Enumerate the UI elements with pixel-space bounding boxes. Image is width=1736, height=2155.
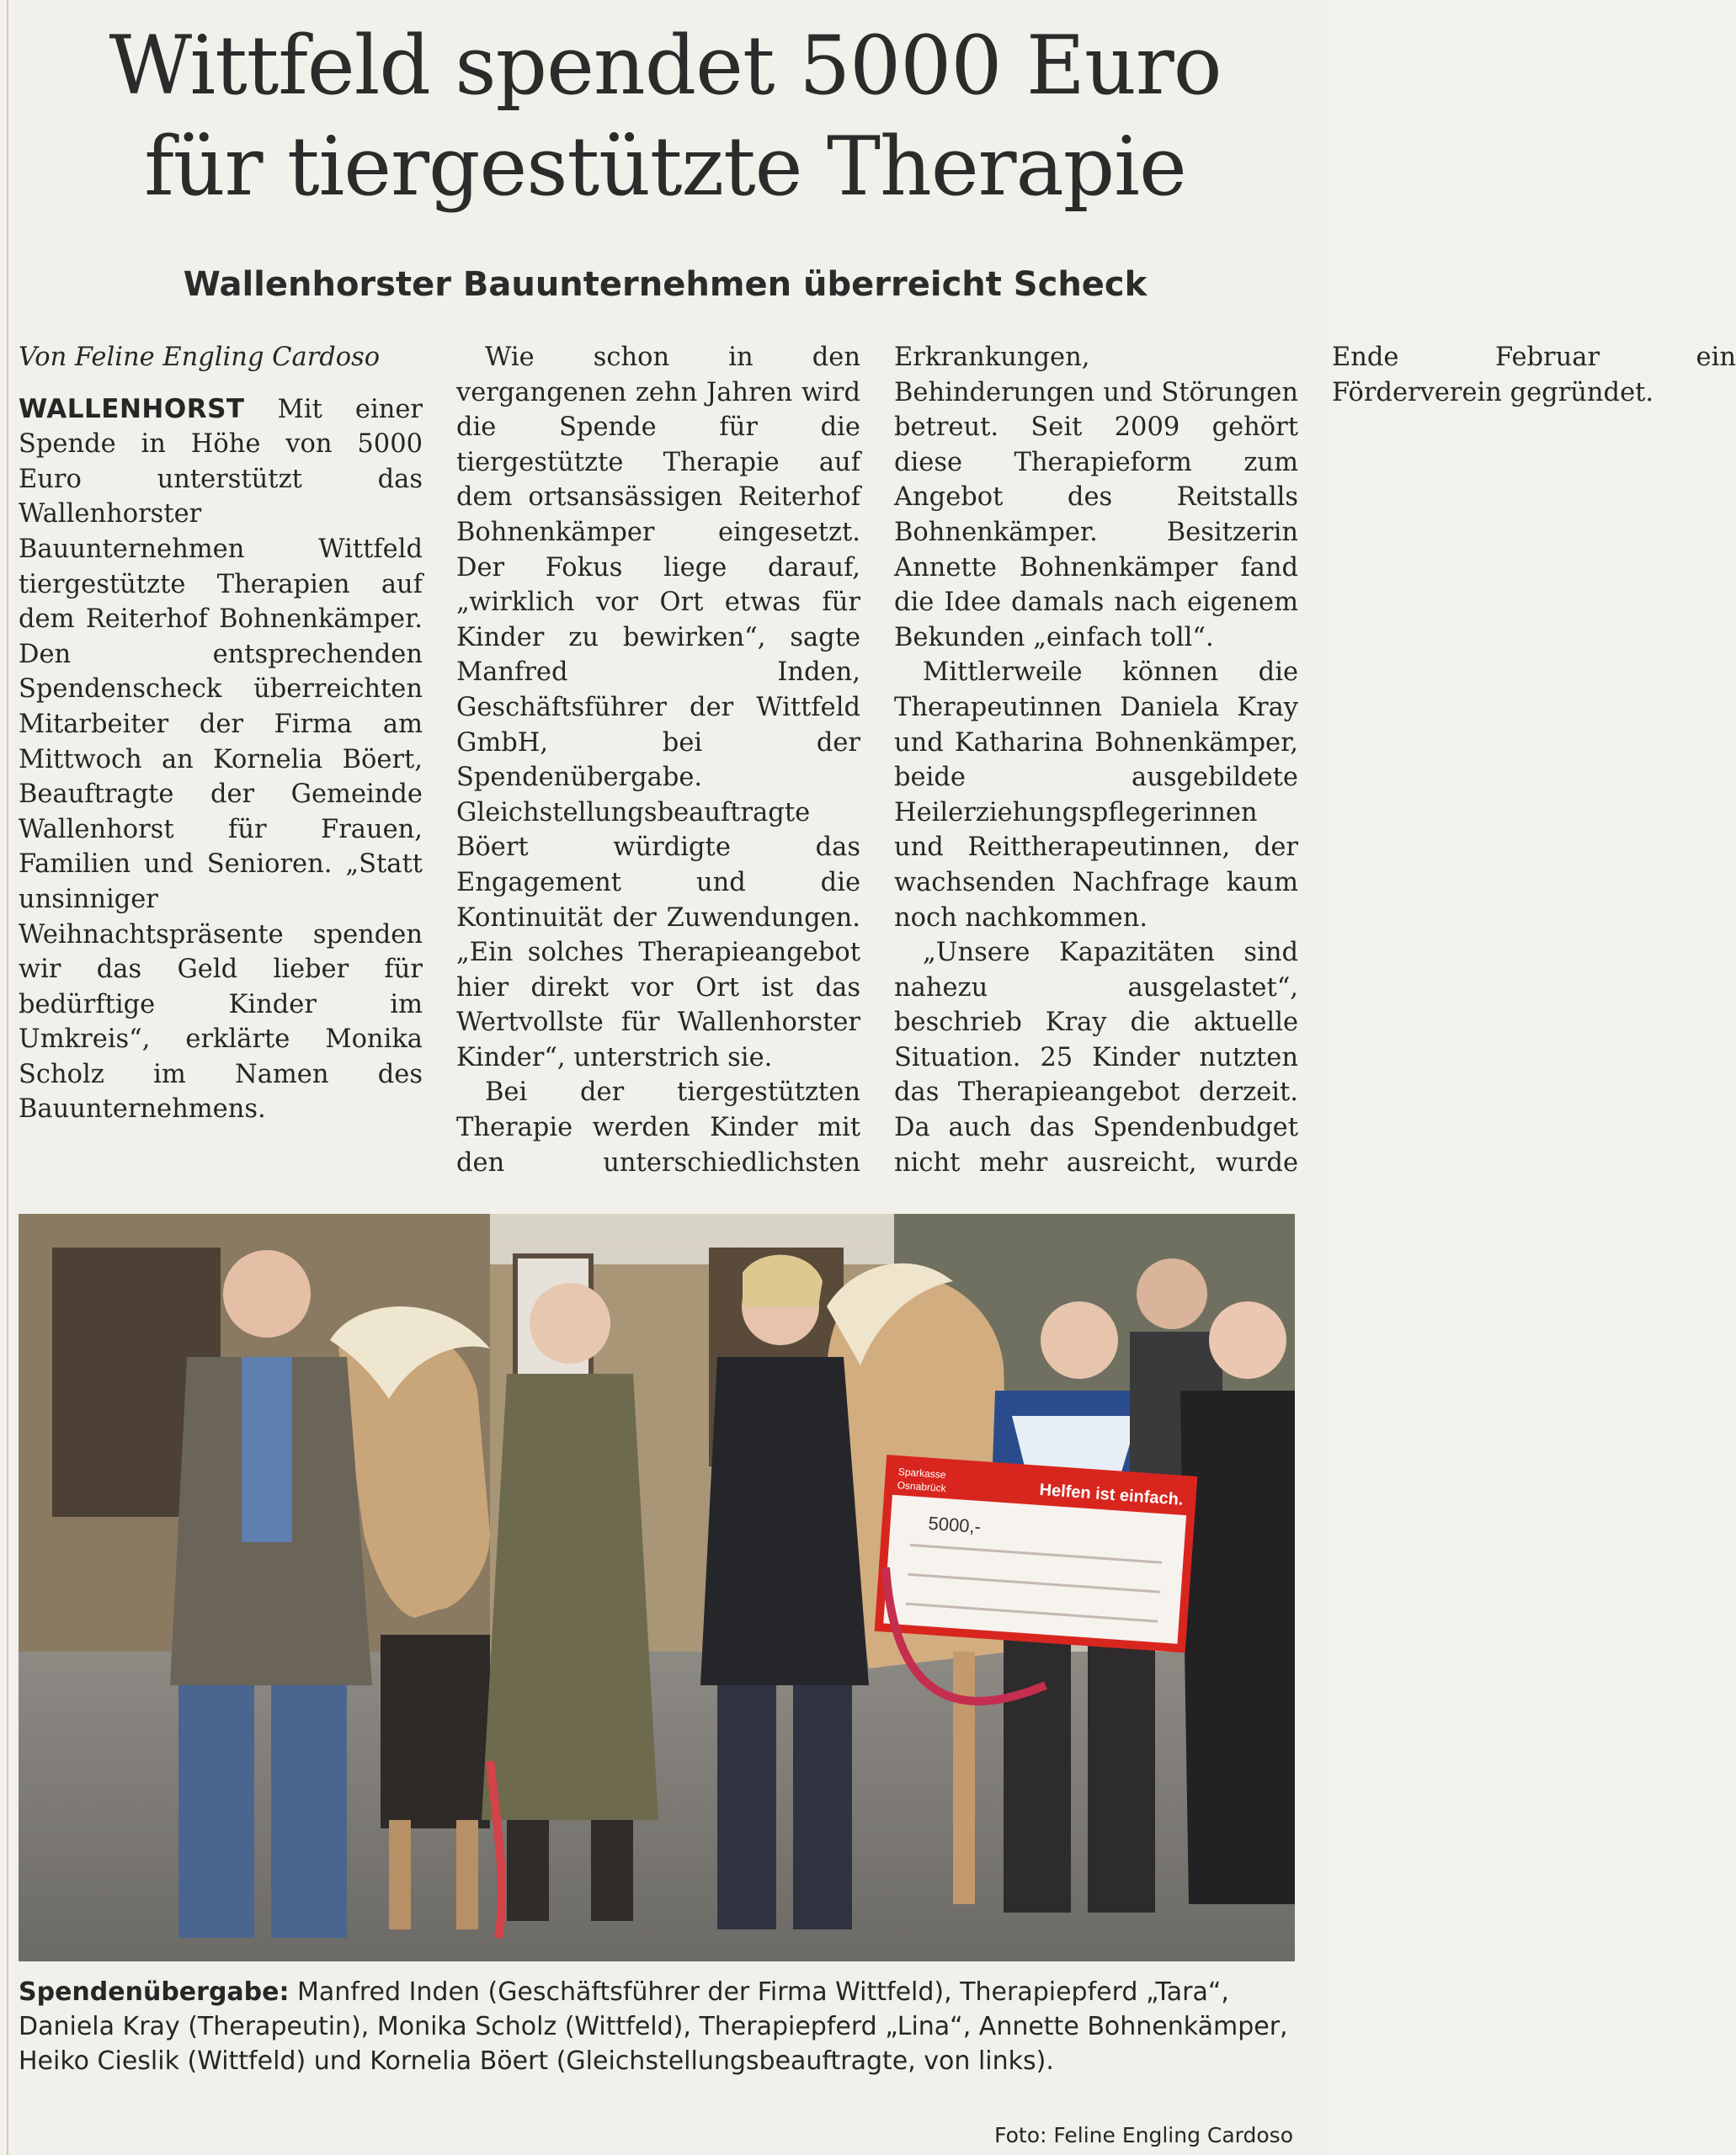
- byline: Von Feline Engling Cardoso: [19, 343, 381, 372]
- caption-lead: Spendenübergabe:: [19, 1977, 290, 2007]
- photo-illustration: [19, 1214, 1295, 1961]
- cheque-brand-line-1: Sparkasse: [897, 1466, 946, 1482]
- cheque-slogan: Helfen ist einfach.: [1038, 1480, 1185, 1509]
- person-face: [1137, 1258, 1207, 1329]
- person-shirt: [242, 1357, 292, 1542]
- person-face: [1041, 1301, 1118, 1379]
- headline: [34, 15, 1297, 217]
- article-photo: [19, 1214, 1295, 1961]
- person-jeans: [271, 1685, 347, 1938]
- dateline: WALLENHORST: [19, 393, 245, 424]
- lead-text: Mit einer Spende in Höhe von 5000 Euro unterstützt das Wallenhorster Bauunternehmen Wittfeld tiergestützte Therapien auf dem Reiterhof Bohnenkämper. Den entsprechenden Spendenscheck überreichten Mitarbeiter der Firma am Mittwoch an Kornelia Böert, Beauftragte der Gemeinde Wallenhorst für Frauen, Familien und Senioren. „Statt unsinniger Weihnachtspräsente spenden wir das Geld lieber für bedürftige Kinder im Umkreis“, erklärte Monika Scholz im Namen des Bauunternehmens.: [19, 394, 423, 1125]
- cheque-amount: 5000,-: [927, 1512, 982, 1538]
- person-face: [530, 1283, 610, 1364]
- horse-lina-leg: [953, 1652, 975, 1904]
- photo-credit: Foto: Feline Engling Cardoso: [994, 2123, 1293, 2147]
- caption-text: Manfred Inden (Geschäftsführer der Firma Wittfeld), Therapiepferd „Tara“, Daniela Kray (Therapeutin), Monika Scholz (Wittfeld), Therapiepferd „Lina“, Annette Bohnenkämper, Heiko Cieslik (Wittfeld) und Kornelia Böert (Gleichstellungsbeauftragte, von links).: [19, 1977, 1288, 2076]
- horse-tara-leg: [389, 1820, 411, 1929]
- person-jacket: [700, 1357, 869, 1685]
- person-legs: [1088, 1635, 1155, 1913]
- headline-line-2: für tiergestützte Therapie: [144, 120, 1186, 214]
- person-face: [1209, 1301, 1286, 1379]
- person-legs: [507, 1820, 549, 1921]
- person-legs: [1004, 1635, 1071, 1913]
- person-face: [223, 1250, 311, 1338]
- headline-line-1: Wittfeld spendet 5000 Euro: [109, 19, 1222, 113]
- person-coat: [482, 1374, 658, 1820]
- donation-cheque: [879, 1459, 1193, 1648]
- cheque-brand-line-2: Osnabrück: [897, 1479, 947, 1495]
- column-rule: [7, 0, 8, 2155]
- article-paragraph-4: Mittlerweile können die Therapeutinnen Daniela Kray und Katharina Bohnenkämper, beide ausgebildete Heilerziehungspflegerinnen und Reittherapeutinnen, der wachsenden Nachfrage kaum noch nachkommen.: [894, 657, 1298, 933]
- article-body: [19, 340, 1736, 1182]
- person-jeans: [793, 1685, 852, 1929]
- article-paragraph-5: „Unsere Kapazitäten sind nahezu ausgelastet“, beschrieb Kray die aktuelle Situation. 25 Kinder nutzten das Therapieangebot derzeit. Da auch das Spendenbudget nicht mehr ausreicht, wurde Ende Februar ein Förderverein gegründet.: [894, 343, 1736, 1178]
- person-coat: [1180, 1391, 1295, 1904]
- article-paragraph-1: [19, 392, 423, 1127]
- person-jeans: [178, 1685, 254, 1938]
- photo-caption: [19, 1975, 1295, 2078]
- subheadline: Wallenhorster Bauunternehmen überreicht Scheck: [183, 265, 1148, 304]
- person-legs: [591, 1820, 633, 1921]
- horse-tara-blanket: [381, 1635, 490, 1828]
- article-paragraph-3: Bei der tiergestützten Therapie werden Kinder mit den unterschiedlichsten Erkrankungen, Behinderungen und Störungen betreut. Seit 2009 gehört diese Therapieform zum Angebot des Reitstalls Bohnenkämper. Besitzerin Annette Bohnenkämper fand die Idee damals nach eigenem Bekunden „einfach toll“.: [456, 343, 1298, 1178]
- person-jeans: [717, 1685, 776, 1929]
- horse-tara-leg: [456, 1820, 478, 1929]
- article-paragraph-2: Wie schon in den vergangenen zehn Jahren wird die Spende für die tiergestützte Therapie auf dem ortsansässigen Reiterhof Bohnenkämper eingesetzt. Der Fokus liege darauf, „wirklich vor Ort etwas für Kinder zu bewirken“, sagte Manfred Inden, Geschäftsführer der Wittfeld GmbH, bei der Spendenübergabe. Gleichstellungsbeauftragte Böert würdigte das Engagement und die Kontinuität der Zuwendungen. „Ein solches Therapieangebot hier direkt vor Ort ist das Wertvollste für Wallenhorster Kinder“, unterstrich sie.: [456, 343, 860, 1072]
